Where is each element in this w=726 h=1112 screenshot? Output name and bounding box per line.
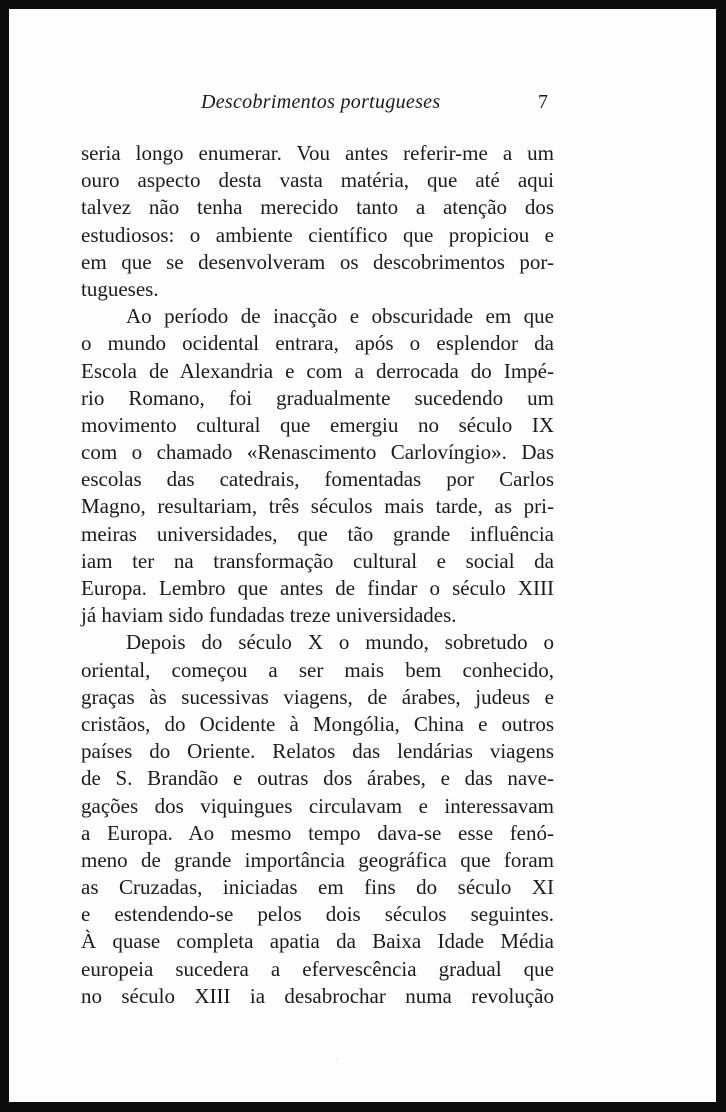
body-text (81, 140, 554, 1010)
text-line: ouro aspecto desta vasta matéria, que até aqui (81, 168, 554, 193)
text-line: Depois do século X o mundo, sobretudo o (126, 630, 554, 655)
text-line: já haviam sido fundadas treze universidades. (81, 603, 457, 628)
text-line: Europa. Lembro que antes de findar o século XIII (81, 576, 554, 600)
running-title: Descobrimentos portugueses (201, 91, 441, 113)
text-line: europeia sucedera a efervescência gradual que (81, 956, 554, 981)
text-line: países do Oriente. Relatos das lendárias viagens (81, 739, 554, 764)
text-line: no século XIII ia desabrochar numa revolução (81, 983, 554, 1008)
text-line: com o chamado «Renascimento Carlovíngio». Das (81, 440, 554, 465)
paragraph (81, 303, 554, 629)
text-line: movimento cultural que emergiu no século IX (81, 412, 554, 437)
text-line: À quase completa apatia da Baixa Idade Média (81, 929, 554, 954)
text-line: Escola de Alexandria e com a derrocada do Impé- (81, 358, 554, 383)
paragraph (81, 629, 554, 1010)
text-line: o mundo ocidental entrara, após o esplendor da (81, 331, 554, 356)
book-page (9, 9, 716, 1102)
text-line: a Europa. Ao mesmo tempo dava-se esse fenó- (81, 820, 554, 845)
text-line: estudiosos: o ambiente científico que propiciou e (81, 222, 554, 247)
text-line: escolas das catedrais, fomentadas por Carlos (81, 467, 554, 492)
text-line: iam ter na transformação cultural e social da (81, 548, 554, 573)
text-line: oriental, começou a ser mais bem conhecido, (81, 657, 554, 682)
text-line: rio Romano, foi gradualmente sucedendo um (81, 385, 554, 410)
text-line: as Cruzadas, iniciadas em fins do século XI (81, 875, 554, 900)
text-line: talvez não tenha merecido tanto a atenção dos (81, 195, 554, 220)
text-line: e estendendo-se pelos dois séculos seguintes. (81, 902, 554, 927)
text-line: Magno, resultariam, três séculos mais tarde, as pri- (81, 494, 554, 519)
text-line: cristãos, do Ocidente à Mongólia, China e outros (81, 711, 554, 736)
text-line: de S. Brandão e outras dos árabes, e das nave- (81, 766, 554, 791)
paragraph (81, 140, 554, 303)
text-line: meno de grande importância geográfica que foram (81, 847, 554, 872)
text-line: meiras universidades, que tão grande influência (81, 521, 554, 546)
text-line: em que se desenvolveram os descobrimentos por- (81, 249, 554, 274)
text-line: seria longo enumerar. Vou antes referir-me a um (81, 141, 554, 165)
text-line: tugueses. (81, 276, 159, 301)
page-number: 7 (538, 91, 548, 113)
page-header (9, 91, 716, 121)
text-line: Ao período de inacção e obscuridade em que (126, 304, 554, 329)
text-line: graças às sucessivas viagens, de árabes, judeus e (81, 684, 554, 709)
text-line: gações dos viquingues circulavam e interessavam (81, 793, 554, 818)
paper-speck: · (336, 1055, 339, 1065)
